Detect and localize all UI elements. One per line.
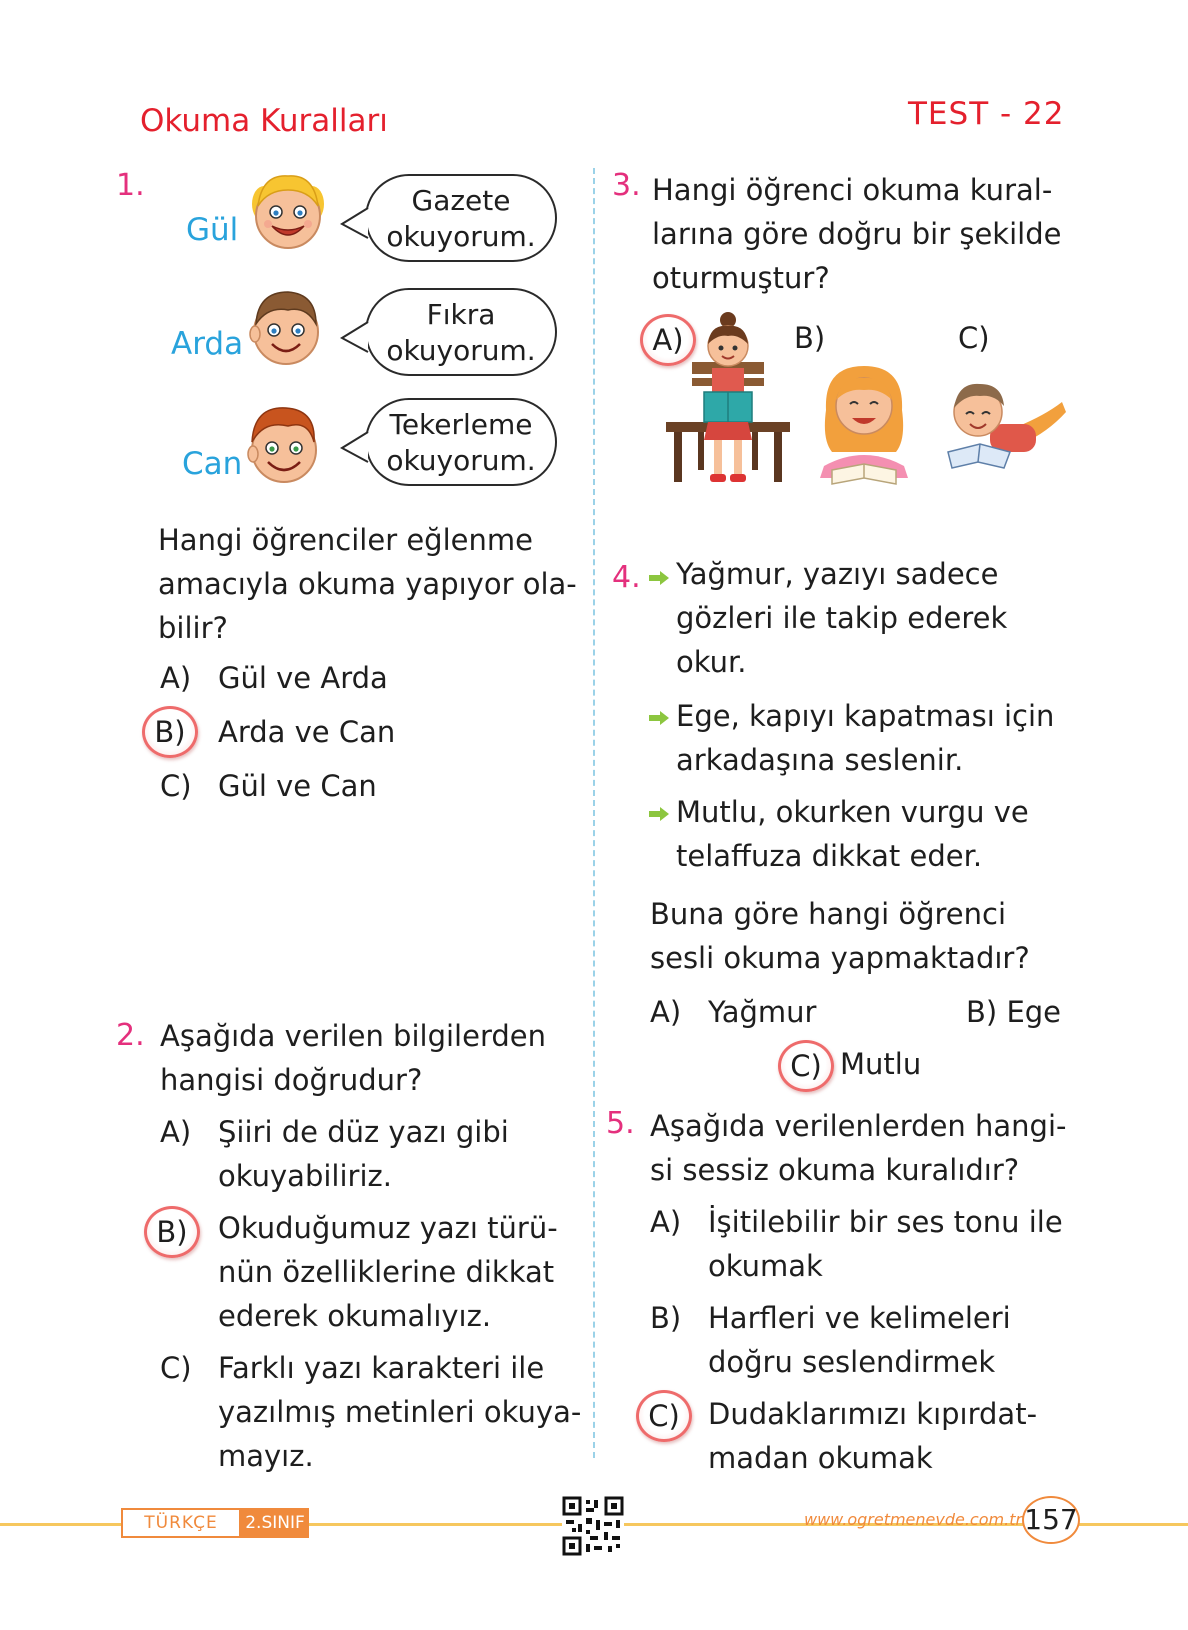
q3-number: 3. — [612, 168, 641, 203]
q5-option-b[interactable]: Harfleri ve kelimeleri doğru seslendirmek — [708, 1301, 1011, 1379]
q4-question: Buna göre hangi öğrenci sesli okuma yapmaktadır? — [650, 897, 1030, 975]
page-title: Okuma Kuralları — [140, 103, 388, 139]
q3-option-b[interactable]: B) — [794, 321, 826, 355]
q2-question: Aşağıda verilen bilgilerden hangisi doğrudur? — [160, 1019, 546, 1097]
q2-option-a[interactable]: Şiiri de düz yazı gibi okuyabiliriz. — [218, 1115, 509, 1193]
green-arrow-icon — [648, 570, 670, 586]
footer-grade: 2.SINIF — [241, 1508, 309, 1538]
speech-bubble-gul: Gazete okuyorum. — [365, 174, 557, 262]
q5-option-a[interactable]: İşitilebilir bir ses tonu ile okumak — [708, 1205, 1063, 1283]
footer-subject: TÜRKÇE — [121, 1508, 241, 1538]
q1-option-b[interactable]: Arda ve Can — [218, 715, 396, 749]
speech-bubble-arda: Fıkra okuyorum. — [365, 288, 557, 376]
bubble-tail — [340, 206, 370, 240]
boy-face-icon — [246, 280, 326, 372]
q4-option-b[interactable]: B) Ege — [966, 995, 1062, 1029]
q4-number: 4. — [612, 560, 641, 595]
q5-option-c[interactable]: Dudaklarımızı kıpırdat- madan okumak — [708, 1397, 1038, 1475]
q2-option-c-letter: C) — [160, 1351, 192, 1385]
girl-face-icon — [248, 164, 328, 256]
q4-bullet-1: Yağmur, yazıyı sadece gözleri ile takip ederek okur. — [676, 557, 1008, 679]
bubble-tail — [340, 430, 370, 464]
q1-name-can: Can — [182, 446, 243, 482]
column-divider — [593, 168, 595, 1458]
q4-option-c[interactable]: Mutlu — [840, 1047, 922, 1081]
q2-option-c[interactable]: Farklı yazı karakteri ile yazılmış metinleri okuya- mayız. — [218, 1351, 582, 1473]
footer-url[interactable]: www.ogretmenevde.com.tr — [804, 1510, 1023, 1529]
q3-question: Hangi öğrenci okuma kural- larına göre doğru bir şekilde oturmuştur? — [652, 173, 1062, 295]
girl-sitting-on-floor-icon — [806, 360, 924, 492]
q2-option-b[interactable]: Okuduğumuz yazı türü- nün özelliklerine dikkat ederek okumalıyız. — [218, 1211, 558, 1333]
q4-answer-circle: C) — [778, 1040, 834, 1092]
q3-answer-circle: A) — [640, 314, 696, 366]
q4-bullet-3: Mutlu, okurken vurgu ve telaffuza dikkat eder. — [676, 795, 1029, 873]
q2-option-a-letter: A) — [160, 1115, 192, 1149]
q1-answer-circle: B) — [142, 706, 198, 758]
test-label: TEST - 22 — [908, 96, 1065, 132]
qr-code-icon — [562, 1496, 624, 1556]
green-arrow-icon — [648, 806, 670, 822]
page-number: 157 — [1022, 1496, 1080, 1544]
q5-question: Aşağıda verilenlerden hangi- si sessiz okuma kuralıdır? — [650, 1109, 1067, 1187]
q1-question: Hangi öğrenciler eğlenme amacıyla okuma yapıyor ola- bilir? — [158, 523, 577, 645]
q2-answer-circle: B) — [144, 1206, 200, 1258]
q4-bullet-2: Ege, kapıyı kapatması için arkadaşına seslenir. — [676, 699, 1055, 777]
q2-number: 2. — [116, 1018, 145, 1053]
q1-name-gul: Gül — [186, 212, 239, 248]
q5-number: 5. — [606, 1106, 635, 1141]
q3-option-c[interactable]: C) — [958, 321, 990, 355]
q1-option-c[interactable]: C) Gül ve Can — [160, 769, 377, 803]
q4-option-a[interactable]: A) Yağmur — [650, 995, 817, 1029]
boy-face-icon — [244, 398, 324, 490]
bubble-tail — [340, 320, 370, 354]
q1-number: 1. — [116, 168, 145, 203]
green-arrow-icon — [648, 710, 670, 726]
speech-bubble-can: Tekerleme okuyorum. — [365, 398, 557, 486]
q1-option-a[interactable]: A) Gül ve Arda — [160, 661, 388, 695]
q5-answer-circle: C) — [636, 1390, 692, 1442]
girl-sitting-on-bench-icon — [664, 310, 792, 500]
q5-option-b-letter: B) — [650, 1301, 682, 1335]
q5-option-a-letter: A) — [650, 1205, 682, 1239]
boy-lying-down-icon — [944, 372, 1066, 482]
q1-name-arda: Arda — [171, 326, 244, 362]
